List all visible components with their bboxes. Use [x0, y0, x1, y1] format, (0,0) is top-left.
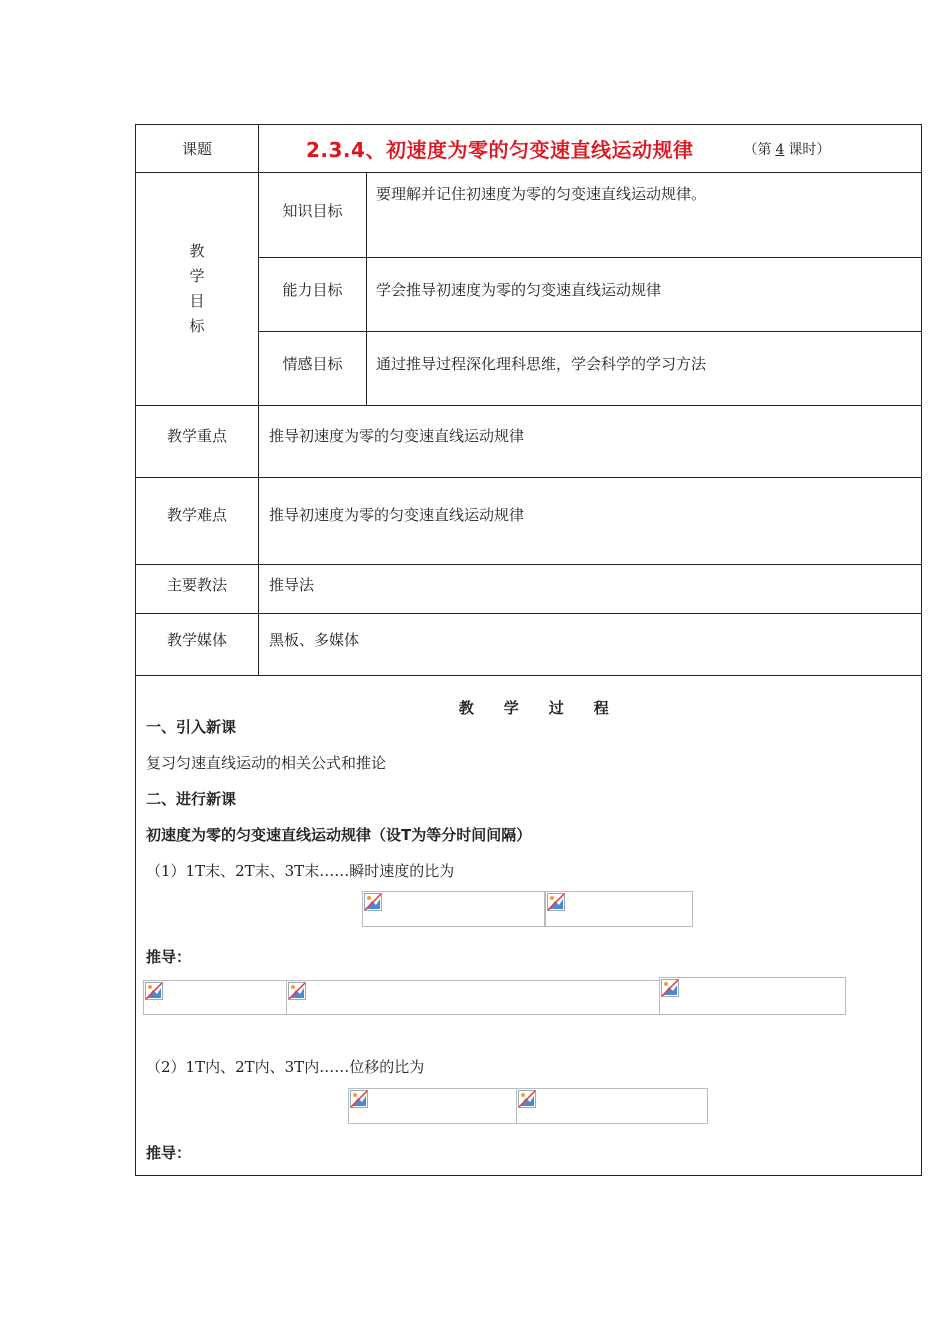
objective-label-knowledge: 知识目标 — [282, 202, 343, 220]
lesson-period: （第 4 课时） — [743, 141, 831, 158]
objective-content-knowledge: 要理解并记住初速度为零的匀变速直线运动规律。 — [376, 185, 707, 203]
objective-content-ability: 学会推导初速度为零的匀变速直线运动规律 — [376, 280, 662, 299]
process-heading: 教 学 过 程 — [458, 699, 609, 717]
formula-image — [362, 891, 545, 927]
broken-image-icon — [518, 1090, 536, 1108]
row-content-media: 黑板、多媒体 — [269, 630, 360, 649]
broken-image-icon — [364, 893, 382, 911]
row-content-key-point: 推导初速度为零的匀变速直线运动规律 — [269, 426, 525, 445]
item-velocity-ratio: （1）1T末、2T末、3T末……瞬时速度的比为 — [146, 862, 455, 880]
row-content-difficulty: 推导初速度为零的匀变速直线运动规律 — [269, 506, 525, 524]
objective-label-ability: 能力目标 — [282, 280, 343, 299]
section-new-heading: 二、进行新课 — [146, 790, 237, 808]
objective-content-emotion: 通过推导过程深化理科思维，学会科学的学习方法 — [376, 354, 707, 373]
header-label: 课题 — [181, 140, 212, 158]
broken-image-icon — [145, 982, 163, 1000]
row-label-key-point: 教学重点 — [166, 426, 227, 445]
topic-heading: 初速度为零的匀变速直线运动规律（设T为等分时间间隔） — [146, 826, 532, 844]
derivation-label: 推导： — [146, 948, 192, 966]
row-content-method: 推导法 — [269, 575, 315, 594]
broken-image-icon — [547, 893, 565, 911]
broken-image-icon — [288, 982, 306, 1000]
derivation-label: 推导： — [146, 1144, 192, 1162]
broken-image-icon — [350, 1090, 368, 1108]
objectives-label: 教 学 目 标 — [189, 242, 205, 335]
lesson-title: 2.3.4、初速度为零的匀变速直线运动规律 — [306, 138, 694, 162]
objective-label-emotion: 情感目标 — [282, 354, 343, 373]
row-label-difficulty: 教学难点 — [166, 506, 227, 524]
row-label-method: 主要教法 — [166, 575, 227, 594]
broken-image-icon — [661, 979, 679, 997]
lesson-title-cell — [259, 125, 921, 172]
formula-image — [516, 1088, 708, 1124]
derivation-image — [659, 977, 846, 1015]
row-label-media: 教学媒体 — [166, 630, 227, 649]
review-text: 复习匀速直线运动的相关公式和推论 — [146, 754, 387, 772]
derivation-image — [143, 980, 287, 1015]
item-displacement-ratio: （2）1T内、2T内、3T内……位移的比为 — [146, 1058, 425, 1076]
formula-image — [545, 891, 693, 927]
formula-image — [348, 1088, 517, 1124]
derivation-image — [286, 980, 660, 1015]
section-intro-heading: 一、引入新课 — [146, 718, 237, 736]
